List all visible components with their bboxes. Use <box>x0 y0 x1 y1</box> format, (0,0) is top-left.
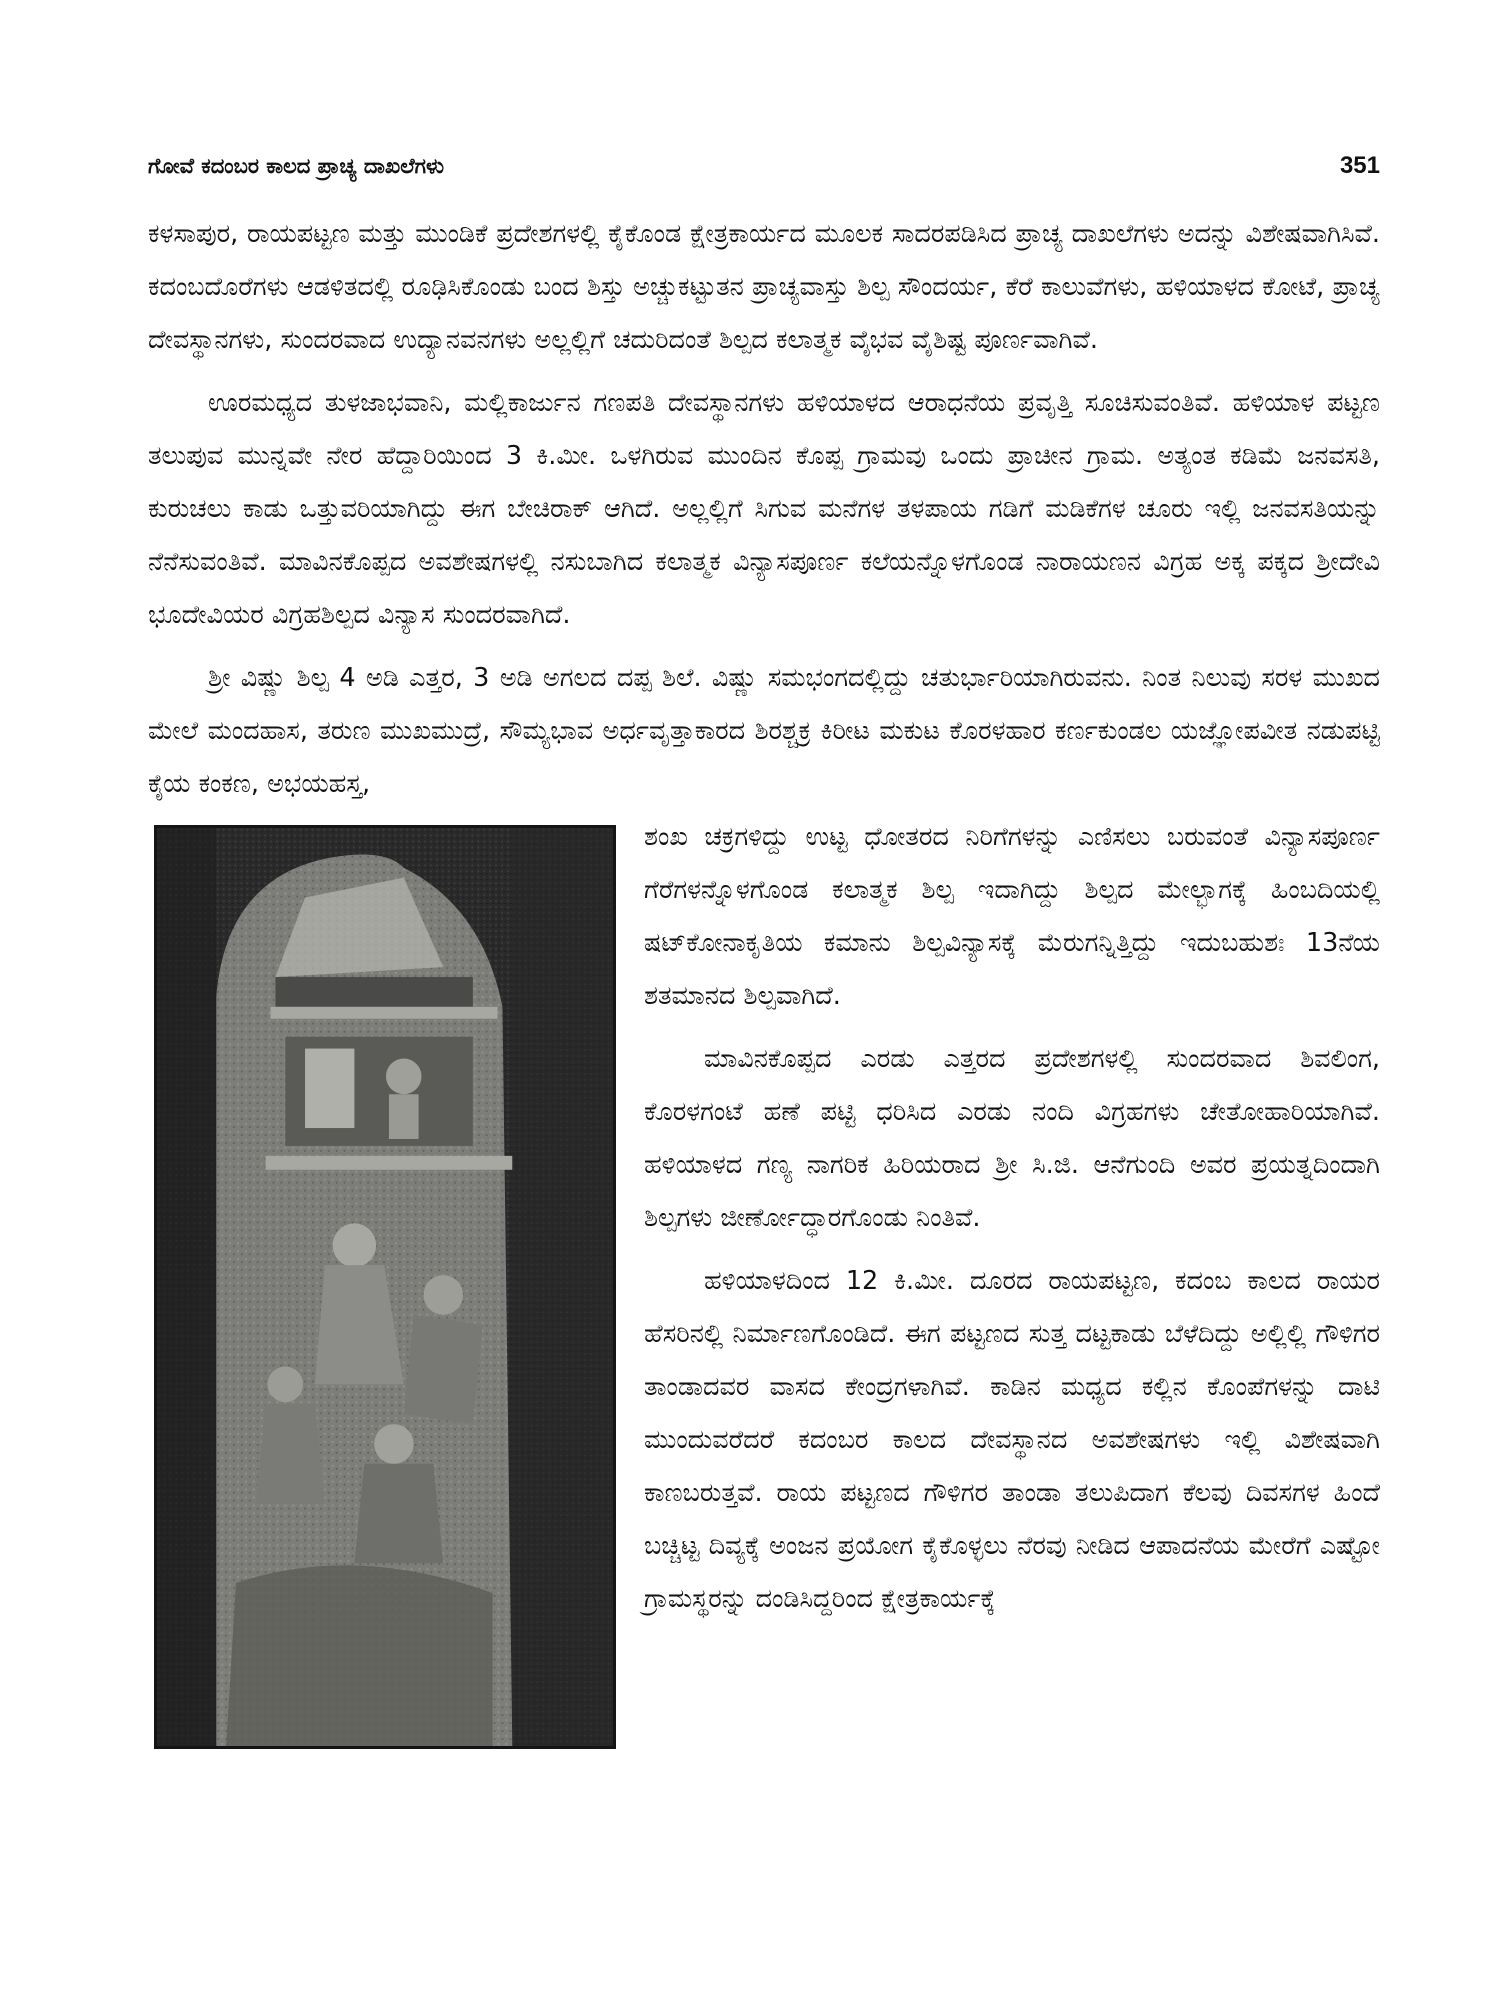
paragraph-5: ಮಾವಿನಕೊಪ್ಪದ ಎರಡು ಎತ್ತರದ ಪ್ರದೇಶಗಳಲ್ಲಿ ಸುಂದರವಾದ ಶಿವಲಿಂಗ, ಕೊರಳಗಂಟೆ ಹಣೆ ಪಟ್ಟಿ ಧರಿಸಿದ ಎರಡು ನಂದಿ ವಿಗ್ರಹಗಳು ಚೇತೋಹಾರಿಯಾಗಿವೆ. ಹಳಿಯಾಳದ ಗಣ್ಯ ನಾಗರಿಕ ಹಿರಿಯರಾದ ಶ್ರೀ ಸಿ.ಜಿ. ಆನೆಗುಂದಿ ಅವರ ಪ್ರಯತ್ನದಿಂದಾಗಿ ಶಿಲ್ಪಗಳು ಜೀರ್ಣೋದ್ಧಾರಗೊಂಡು ನಿಂತಿವೆ. <box>644 1044 1380 1233</box>
running-title: ಗೋವೆ ಕದಂಬರ ಕಾಲದ ಪ್ರಾಚ್ಯ ದಾಖಲೆಗಳು <box>148 153 445 178</box>
sculpture-photo <box>154 825 616 1749</box>
paragraph-3: ಶ್ರೀ ವಿಷ್ಣು ಶಿಲ್ಪ 4 ಅಡಿ ಎತ್ತರ, 3 ಅಡಿ ಅಗಲದ ದಪ್ಪ ಶಿಲೆ. ವಿಷ್ಣು ಸಮಭಂಗದಲ್ಲಿದ್ದು ಚತುರ್ಭಾರಿಯಾಗಿರುವನು. ನಿಂತ ನಿಲುವು ಸರಳ ಮುಖದ ಮೇಲೆ ಮಂದಹಾಸ, ತರುಣ ಮುಖಮುದ್ರೆ, ಸೌಮ್ಯಭಾವ ಅರ್ಧವೃತ್ತಾಕಾರದ ಶಿರಶ್ಚಕ್ರ ಕಿರೀಟ ಮಕುಟ ಕೊರಳಹಾರ ಕರ್ಣಕುಂಡಲ ಯಜ್ಞೋಪವೀತ ನಡುಪಟ್ಟಿ ಕೈಯ ಕಂಕಣ, ಅಭಯಹಸ್ತ, <box>148 663 1380 799</box>
page-number: 351 <box>1339 152 1380 179</box>
running-header <box>148 146 1380 186</box>
body-text <box>148 208 1380 1749</box>
paragraph-1: ಕಳಸಾಪುರ, ರಾಯಪಟ್ಟಣ ಮತ್ತು ಮುಂಡಿಕೆ ಪ್ರದೇಶಗಳಲ್ಲಿ ಕೈಕೊಂಡ ಕ್ಷೇತ್ರಕಾರ್ಯದ ಮೂಲಕ ಸಾದರಪಡಿಸಿದ ಪ್ರಾಚ್ಯ ದಾಖಲೆಗಳು ಅದನ್ನು ವಿಶೇಷವಾಗಿಸಿವೆ. ಕದಂಬದೊರೆಗಳು ಆಡಳಿತದಲ್ಲಿ ರೂಢಿಸಿಕೊಂಡು ಬಂದ ಶಿಸ್ತು ಅಚ್ಚುಕಟ್ಟುತನ ಪ್ರಾಚ್ಯವಾಸ್ತು ಶಿಲ್ಪ ಸೌಂದರ್ಯ, ಕೆರೆ ಕಾಲುವೆಗಳು, ಹಳಿಯಾಳದ ಕೋಟೆ, ಪ್ರಾಚ್ಯ ದೇವಸ್ಥಾನಗಳು, ಸುಂದರವಾದ ಉದ್ಯಾನವನಗಳು ಅಲ್ಲಲ್ಲಿಗೆ ಚದುರಿದಂತೆ ಶಿಲ್ಪದ ಕಲಾತ್ಮಕ ವೈಭವ ವೈಶಿಷ್ಟ ಪೂರ್ಣವಾಗಿವೆ. <box>148 219 1380 355</box>
paragraph-2: ಊರಮಧ್ಯದ ತುಳಜಾಭವಾನಿ, ಮಲ್ಲಿಕಾರ್ಜುನ ಗಣಪತಿ ದೇವಸ್ಥಾನಗಳು ಹಳಿಯಾಳದ ಆರಾಧನೆಯ ಪ್ರವೃತ್ತಿ ಸೂಚಿಸುವಂತಿವೆ. ಹಳಿಯಾಳ ಪಟ್ಟಣ ತಲುಪುವ ಮುನ್ನವೇ ನೇರ ಹೆದ್ದಾರಿಯಿಂದ 3 ಕಿ.ಮೀ. ಒಳಗಿರುವ ಮುಂದಿನ ಕೊಪ್ಪ ಗ್ರಾಮವು ಒಂದು ಪ್ರಾಚೀನ ಗ್ರಾಮ. ಅತ್ಯಂತ ಕಡಿಮೆ ಜನವಸತಿ, ಕುರುಚಲು ಕಾಡು ಒತ್ತುವರಿಯಾಗಿದ್ದು ಈಗ ಬೇಚಿರಾಕ್ ಆಗಿದೆ. ಅಲ್ಲಲ್ಲಿಗೆ ಸಿಗುವ ಮನೆಗಳ ತಳಪಾಯ ಗಡಿಗೆ ಮಡಿಕೆಗಳ ಚೂರು ಇಲ್ಲಿ ಜನವಸತಿಯನ್ನು ನೆನೆಸುವಂತಿವೆ. ಮಾವಿನಕೊಪ್ಪದ ಅವಶೇಷಗಳಲ್ಲಿ ನಸುಬಾಗಿದ ಕಲಾತ್ಮಕ ವಿನ್ಯಾಸಪೂರ್ಣ ಕಲೆಯನ್ನೊಳಗೊಂಡ ನಾರಾಯಣನ ವಿಗ್ರಹ ಅಕ್ಕ ಪಕ್ಕದ ಶ್ರೀದೇವಿ ಭೂದೇವಿಯರ ವಿಗ್ರಹಶಿಲ್ಪದ ವಿನ್ಯಾಸ ಸುಂದರವಾಗಿದೆ. <box>148 388 1380 630</box>
hero-stone-image <box>157 828 613 1746</box>
paragraph-4: ಶಂಖ ಚಕ್ರಗಳಿದ್ದು ಉಟ್ಟ ಧೋತರದ ನಿರಿಗೆಗಳನ್ನು ಎಣಿಸಲು ಬರುವಂತೆ ವಿನ್ಯಾಸಪೂರ್ಣ ಗೆರೆಗಳನ್ನೊಳಗೊಂಡ ಕಲಾತ್ಮಕ ಶಿಲ್ಪ ಇದಾಗಿದ್ದು ಶಿಲ್ಪದ ಮೇಲ್ಭಾಗಕ್ಕೆ ಹಿಂಬದಿಯಲ್ಲಿ ಷಟ್‌ಕೋನಾಕೃತಿಯ ಕಮಾನು ಶಿಲ್ಪವಿನ್ಯಾಸಕ್ಕೆ ಮೆರುಗನ್ನಿತ್ತಿದ್ದು ಇದುಬಹುಶಃ 13ನೆಯ ಶತಮಾನದ ಶಿಲ್ಪವಾಗಿದೆ. <box>644 822 1380 1011</box>
paragraph-6: ಹಳಿಯಾಳದಿಂದ 12 ಕಿ.ಮೀ. ದೂರದ ರಾಯಪಟ್ಟಣ, ಕದಂಬ ಕಾಲದ ರಾಯರ ಹೆಸರಿನಲ್ಲಿ ನಿರ್ಮಾಣಗೊಂಡಿದೆ. ಈಗ ಪಟ್ಟಣದ ಸುತ್ತ ದಟ್ಟಕಾಡು ಬೆಳೆದಿದ್ದು ಅಲ್ಲಿಲ್ಲಿ ಗೌಳಿಗರ ತಾಂಡಾದವರ ವಾಸದ ಕೇಂದ್ರಗಳಾಗಿವೆ. ಕಾಡಿನ ಮಧ್ಯದ ಕಲ್ಲಿನ ಕೊಂಪೆಗಳನ್ನು ದಾಟಿ ಮುಂದುವರೆದರೆ ಕದಂಬರ ಕಾಲದ ದೇವಸ್ಥಾನದ ಅವಶೇಷಗಳು ಇಲ್ಲಿ ವಿಶೇಷವಾಗಿ ಕಾಣಬರುತ್ತವೆ. ರಾಯ ಪಟ್ಟಣದ ಗೌಳಿಗರ ತಾಂಡಾ ತಲುಪಿದಾಗ ಕೆಲವು ದಿವಸಗಳ ಹಿಂದೆ ಬಚ್ಚಿಟ್ಟ ದಿವ್ಯಕ್ಕೆ ಅಂಜನ ಪ್ರಯೋಗ ಕೈಕೊಳ್ಳಲು ನೆರವು ನೀಡಿದ ಆಪಾದನೆಯ ಮೇರೆಗೆ ಎಷ್ಟೋ ಗ್ರಾಮಸ್ಥರನ್ನು ದಂಡಿಸಿದ್ದರಿಂದ ಕ್ಷೇತ್ರಕಾರ್ಯಕ್ಕೆ <box>644 1266 1380 1614</box>
